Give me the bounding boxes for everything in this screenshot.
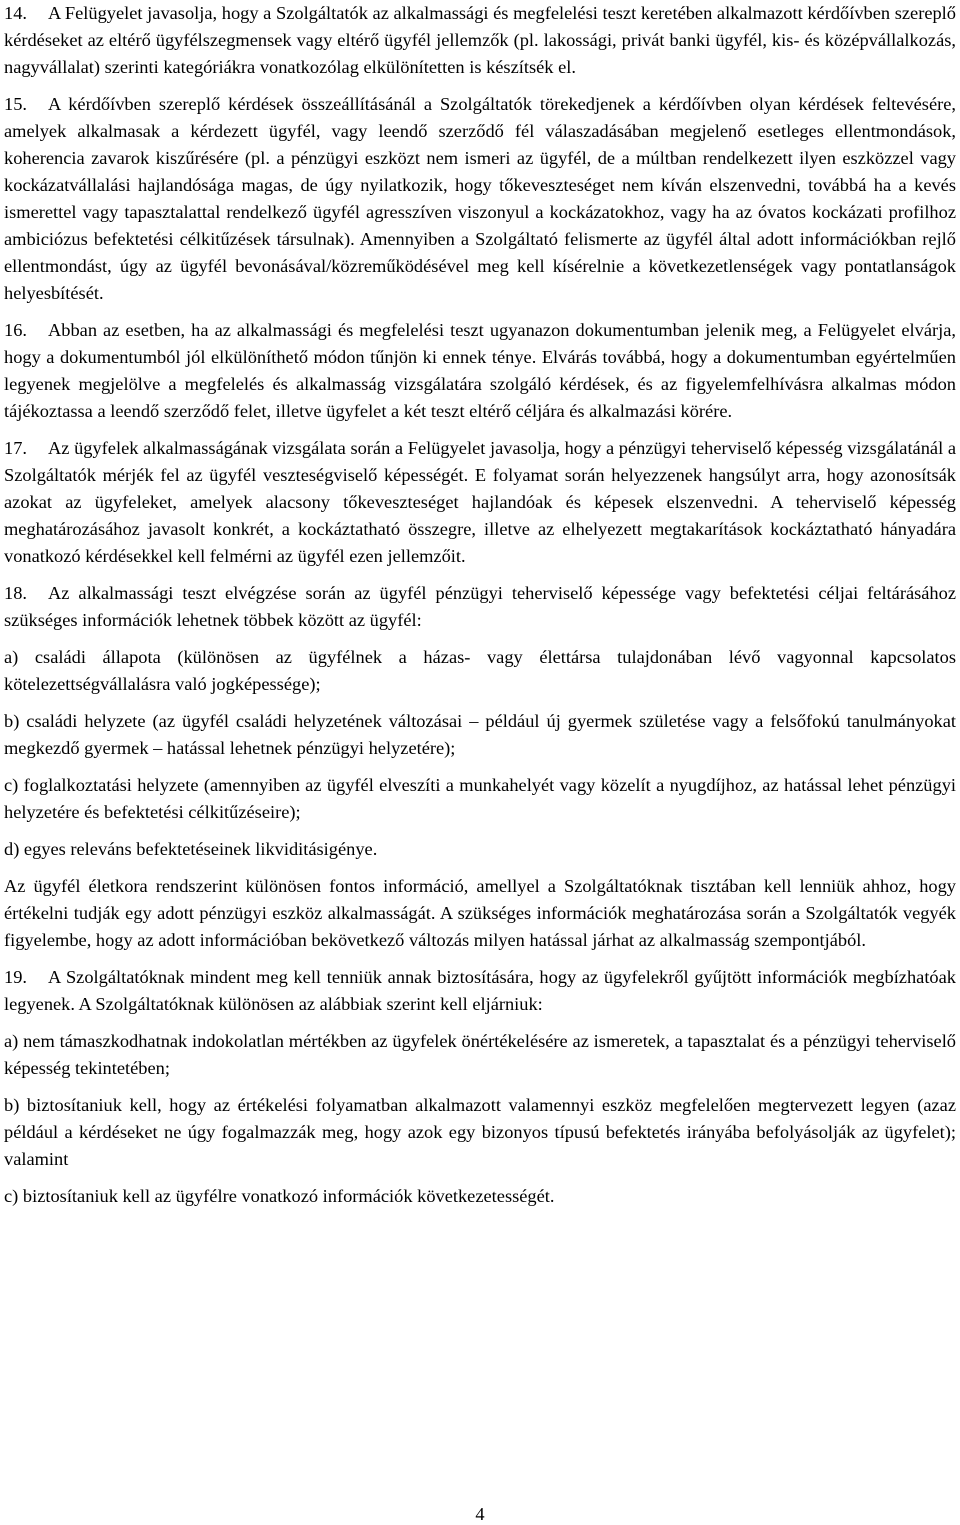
paragraph-number: 14.	[4, 3, 27, 23]
list-item-19b	[4, 1092, 956, 1173]
paragraph-18	[4, 580, 956, 634]
list-item-18a	[4, 644, 956, 698]
paragraph-17	[4, 435, 956, 570]
paragraph-age-note	[4, 873, 956, 954]
document-page	[4, 0, 956, 1220]
list-item-19a	[4, 1028, 956, 1082]
paragraph-text: A kérdőívben szereplő kérdések összeállításánál a Szolgáltatók törekedjenek a kérdőívben olyan kérdések feltevésére, amelyek alkalmasak a kérdezett ügyfél, vagy leendő szerződő fél válaszadásában megjelenő esetleges ellentmondások, koherencia zavarok kiszűrésére (pl. a pénzügyi eszközt nem ismeri az ügyfél, de a múltban rendelkezett ilyen eszközzel vagy kockázatvállalási hajlandósága magas, de úgy nyilatkozik, hogy tőkeveszteséget nem kíván elszenvedni, továbbá ha a kevés ismerettel vagy tapasztalattal rendelkező ügyfél agresszíven viszonyul a kockázatokhoz, vagy ha az óvatos kockázati profilhoz ambiciózus befektetési célkitűzések társulnak). Amennyiben a Szolgáltató felismerte az ügyfél által adott információkban rejlő ellentmondást, úgy az ügyfél bevonásával/közreműködésével meg kell kísérelnie a következetlenségek vagy pontatlanságok helyesbítését.	[4, 94, 956, 303]
paragraph-text: d) egyes releváns befektetéseinek likviditásigénye.	[4, 839, 378, 859]
paragraph-text: A Szolgáltatóknak mindent meg kell tenniük annak biztosítására, hogy az ügyfelekről gyűjtött információk megbízhatóak legyenek. A Szolgáltatóknak különösen az alábbiak szerint kell eljárniuk:	[4, 967, 956, 1014]
paragraph-text: c) foglalkoztatási helyzete (amennyiben az ügyfél elveszíti a munkahelyét vagy közelít a nyugdíjhoz, az hatással lehet pénzügyi helyzetére és befektetési célkitűzéseire);	[4, 775, 956, 822]
paragraph-text: c) biztosítaniuk kell az ügyfélre vonatkozó információk következetességét.	[4, 1186, 555, 1206]
paragraph-number: 18.	[4, 583, 27, 603]
paragraph-14	[4, 0, 956, 81]
list-item-18d	[4, 836, 956, 863]
paragraph-number: 17.	[4, 438, 27, 458]
paragraph-16	[4, 317, 956, 425]
paragraph-number: 16.	[4, 320, 27, 340]
paragraph-19	[4, 964, 956, 1018]
paragraph-number: 15.	[4, 94, 27, 114]
list-item-19c	[4, 1183, 956, 1210]
paragraph-text: b) családi helyzete (az ügyfél családi helyzetének változásai – például új gyermek születése vagy a felsőfokú tanulmányokat megkezdő gyermek – hatással lehetnek pénzügyi helyzetére);	[4, 711, 956, 758]
list-item-18c	[4, 772, 956, 826]
page-number: 4	[475, 1504, 485, 1524]
paragraph-text: Az ügyfelek alkalmasságának vizsgálata során a Felügyelet javasolja, hogy a pénzügyi teherviselő képesség vizsgálatánál a Szolgáltatók mérjék fel az ügyfél veszteségviselő képességét. E folyamat során helyezzenek hangsúlyt arra, hogy azonosítsák azokat az ügyfeleket, amelyek alacsony tőkeveszteséget hajlandóak és képesek elszenvedni. A teherviselő képesség meghatározásához javasolt konkrét, a kockáztatható összegre, illetve az elhelyezett megtakarítások kockáztatható hányadára vonatkozó kérdésekkel kell felmérni az ügyfél ezen jellemzőit.	[4, 438, 956, 566]
paragraph-text: Az ügyfél életkora rendszerint különösen fontos információ, amellyel a Szolgáltatóknak tisztában kell lenniük ahhoz, hogy értékelni tudják egy adott pénzügyi eszköz alkalmasságát. A szükséges információk meghatározása során a Szolgáltatók vegyék figyelembe, hogy az adott információban bekövetkező változás milyen hatással járhat az alkalmasság szempontjából.	[4, 876, 956, 950]
paragraph-text: A Felügyelet javasolja, hogy a Szolgáltatók az alkalmassági és megfelelési teszt keretében alkalmazott kérdőívben szereplő kérdéseket az eltérő ügyfélszegmensek vagy eltérő ügyfél jellemzők (pl. lakossági, privát banki ügyfél, kis- és középvállalkozás, nagyvállalat) szerinti kategóriákra vonatkozólag elkülönítetten is készítsék el.	[4, 3, 956, 77]
paragraph-text: Abban az esetben, ha az alkalmassági és megfelelési teszt ugyanazon dokumentumban jelenik meg, a Felügyelet elvárja, hogy a dokumentumból jól elkülöníthető módon tűnjön ki ennek ténye. Elvárás továbbá, hogy a dokumentumban egyértelműen legyenek megjelölve a megfelelés és alkalmasság vizsgálatára szolgáló kérdések, és az figyelemfelhívásra alkalmas módon tájékoztassa a leendő szerződő felet, illetve ügyfelet a két teszt eltérő céljára és alkalmazási körére.	[4, 320, 956, 421]
list-item-18b	[4, 708, 956, 762]
paragraph-text: a) nem támaszkodhatnak indokolatlan mértékben az ügyfelek önértékelésére az ismeretek, a tapasztalat és a pénzügyi teherviselő képesség tekintetében;	[4, 1031, 956, 1078]
paragraph-text: Az alkalmassági teszt elvégzése során az ügyfél pénzügyi teherviselő képessége vagy befektetési céljai feltárásához szükséges információk lehetnek többek között az ügyfél:	[4, 583, 956, 630]
paragraph-15	[4, 91, 956, 307]
paragraph-number: 19.	[4, 967, 27, 987]
paragraph-text: b) biztosítaniuk kell, hogy az értékelési folyamatban alkalmazott valamennyi eszköz megfelelően megtervezett legyen (azaz például a kérdéseket ne úgy fogalmazzák meg, hogy azok egy bizonyos típusú befektetés irányába befolyásolják az ügyfelet); valamint	[4, 1095, 956, 1169]
paragraph-text: a) családi állapota (különösen az ügyfélnek a házas- vagy élettársa tulajdonában lévő vagyonnal kapcsolatos kötelezettségvállalásra való jogképessége);	[4, 647, 956, 694]
